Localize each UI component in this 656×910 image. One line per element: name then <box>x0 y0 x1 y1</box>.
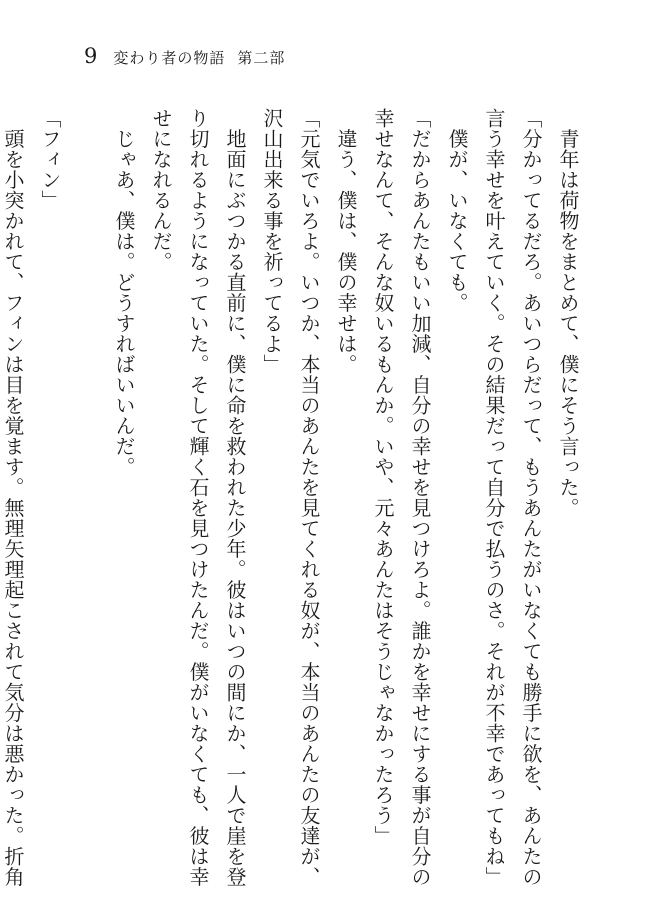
text-line: 「分かってるだろ。あいつらだって、もうあんたがいなくても勝手に欲を、あんたの <box>519 108 543 887</box>
text-line: 言う幸せを叶えていく。その結果だって自分で払うのさ。それが不幸であってもね」 <box>482 108 506 887</box>
text-line: り切れるようになっていた。そして輝く石を見つけたんだ。僕がいなくても、彼は幸 <box>186 108 210 887</box>
book-title: 変わり者の物語 <box>113 49 226 67</box>
blank-line <box>68 108 105 848</box>
text-line: 「元気でいろよ。いつか、本当のあんたを見てくれる奴が、本当のあんたの友達が、 <box>297 108 321 887</box>
text-line: 地面にぶつかる直前に、僕に命を救われた少年。彼はいつの間にか、一人で崖を登 <box>223 108 247 887</box>
text-line: 「だからあんたもいい加減、自分の幸せを見つけろよ。誰かを幸せにする事が自分の <box>408 108 432 887</box>
vertical-body-text <box>0 108 586 887</box>
text-line: 「フィン」 <box>38 108 62 211</box>
text-line: 幸せなんて、そんな奴いるもんか。いや、元々あんたはそうじゃなかったろう」 <box>371 108 395 846</box>
text-line: 頭を小突かれて、フィンは目を覚ます。無理矢理起こされて気分は悪かった。折角 <box>1 108 25 887</box>
part-label: 第二部 <box>237 49 286 67</box>
text-line: せになれるんだ。 <box>149 108 173 272</box>
page-number: 9 <box>84 44 98 68</box>
text-line: 違う、僕は、僕の幸せは。 <box>334 108 358 375</box>
text-line: 青年は荷物をまとめて、僕にそう言った。 <box>556 108 580 518</box>
text-line: 沢山出来る事を祈ってるよ」 <box>260 108 284 375</box>
text-line: じゃあ、僕は。どうすればいいんだ。 <box>112 108 136 477</box>
text-line: 僕が、いなくても。 <box>445 108 469 313</box>
page-header <box>84 44 285 72</box>
